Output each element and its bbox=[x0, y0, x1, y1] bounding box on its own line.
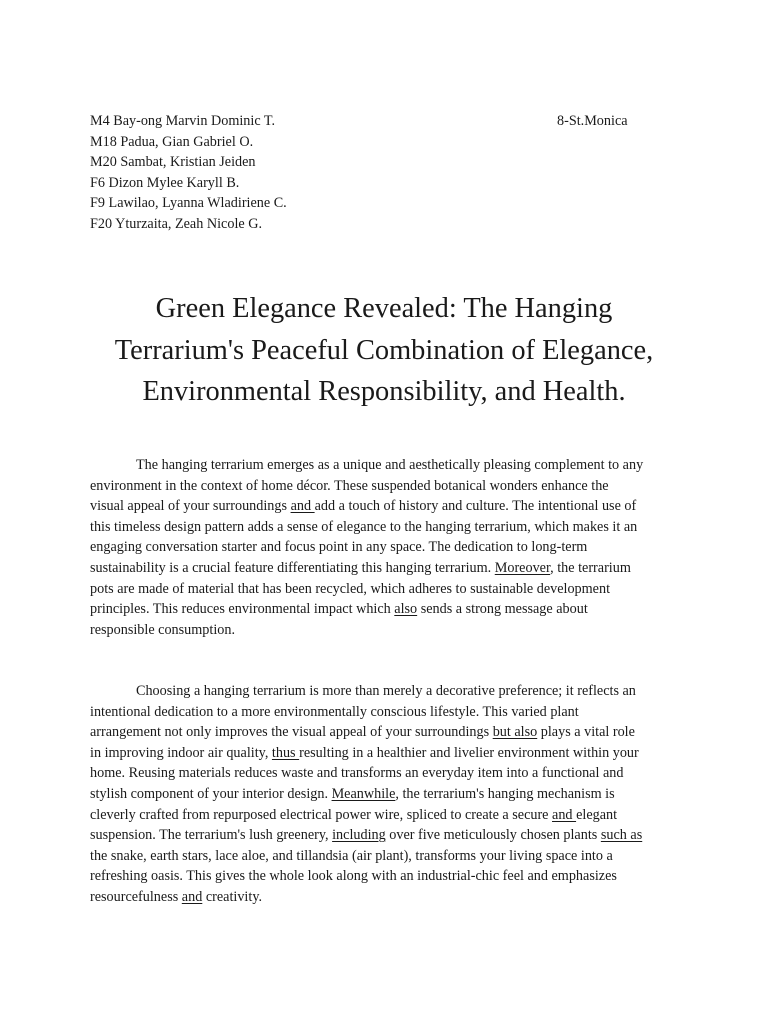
paragraph-line: home. Reusing materials reduces waste and transforms an everyday item into a functional and bbox=[90, 765, 624, 782]
underlined-word: including bbox=[332, 827, 386, 844]
paragraph-line: arrangement not only improves the visual appeal of your surroundings but also plays a vital role bbox=[90, 724, 635, 741]
author-name: F6 Dizon Mylee Karyll B. bbox=[90, 174, 240, 191]
paragraph-line: Choosing a hanging terrarium is more than merely a decorative preference; it reflects an bbox=[136, 683, 636, 699]
title-line: Environmental Responsibility, and Health. bbox=[142, 376, 626, 407]
paragraph-line: suspension. The terrarium's lush greenery, including over five meticulously chosen plants such as bbox=[90, 827, 643, 844]
paragraph-line: intentional dedication to a more environmentally conscious lifestyle. This varied plant bbox=[90, 703, 579, 720]
author-name: M20 Sambat, Kristian Jeiden bbox=[90, 154, 256, 171]
underlined-word: and bbox=[181, 888, 203, 905]
underlined-word: Meanwhile bbox=[331, 785, 396, 802]
author-name: F20 Yturzaita, Zeah Nicole G. bbox=[90, 215, 263, 232]
paragraph-line: cleverly crafted from repurposed electrical power wire, spliced to create a secure and elegant bbox=[90, 806, 618, 823]
paragraph-line: responsible consumption. bbox=[90, 621, 236, 638]
paragraph-line: refreshing oasis. This gives the whole look along with an industrial-chic feel and emphasizes bbox=[90, 868, 617, 885]
paragraph-line: resourcefulness and creativity. bbox=[90, 888, 263, 905]
underlined-word: and bbox=[552, 806, 577, 823]
underlined-word: Moreover bbox=[494, 559, 551, 576]
paragraph-line: in improving indoor air quality, thus resulting in a healthier and livelier environment within your bbox=[90, 744, 639, 761]
paragraph-line: The hanging terrarium emerges as a unique and aesthetically pleasing complement to any bbox=[136, 457, 644, 473]
paragraph-line: stylish component of your interior design. Meanwhile, the terrarium's hanging mechanism is bbox=[90, 785, 615, 802]
paragraph-line: the snake, earth stars, lace aloe, and tillandsia (air plant), transforms your living space into a bbox=[90, 847, 613, 864]
underlined-word: thus bbox=[271, 744, 300, 761]
paragraph-line: pots are made of material that has been recycled, which adheres to sustainable development bbox=[90, 580, 611, 597]
paragraph-line: this timeless design pattern adds a sense of elegance to the hanging terrarium, which makes it an bbox=[90, 518, 638, 535]
title-line: Green Elegance Revealed: The Hanging bbox=[155, 293, 613, 324]
paragraph-line: environment in the context of home décor. These suspended botanical wonders enhance the bbox=[90, 477, 609, 494]
author-name: M4 Bay-ong Marvin Dominic T. bbox=[90, 113, 276, 129]
paragraph-line: engaging conversation starter and focus point in any space. The dedication to long-term bbox=[90, 539, 588, 556]
document-title bbox=[70, 288, 698, 413]
paragraph-line: visual appeal of your surroundings and add a touch of history and culture. The intentional use of bbox=[90, 498, 637, 515]
class-section: 8-St.Monica bbox=[557, 113, 628, 129]
underlined-word: but also bbox=[492, 724, 538, 741]
paragraph-line: principles. This reduces environmental impact which also sends a strong message about bbox=[90, 601, 588, 618]
paragraph-2 bbox=[90, 681, 690, 908]
paragraph-line: sustainability is a crucial feature differentiating this hanging terrarium. Moreover, the terrarium bbox=[90, 559, 631, 576]
author-name: F9 Lawilao, Lyanna Wladiriene C. bbox=[90, 195, 287, 212]
paragraph-1 bbox=[90, 455, 690, 640]
underlined-word: such as bbox=[600, 827, 643, 844]
title-line: Terrarium's Peaceful Combination of Elegance, bbox=[114, 334, 654, 366]
author-name: M18 Padua, Gian Gabriel O. bbox=[90, 133, 254, 150]
underlined-word: and bbox=[290, 498, 315, 515]
underlined-word: also bbox=[394, 601, 418, 618]
